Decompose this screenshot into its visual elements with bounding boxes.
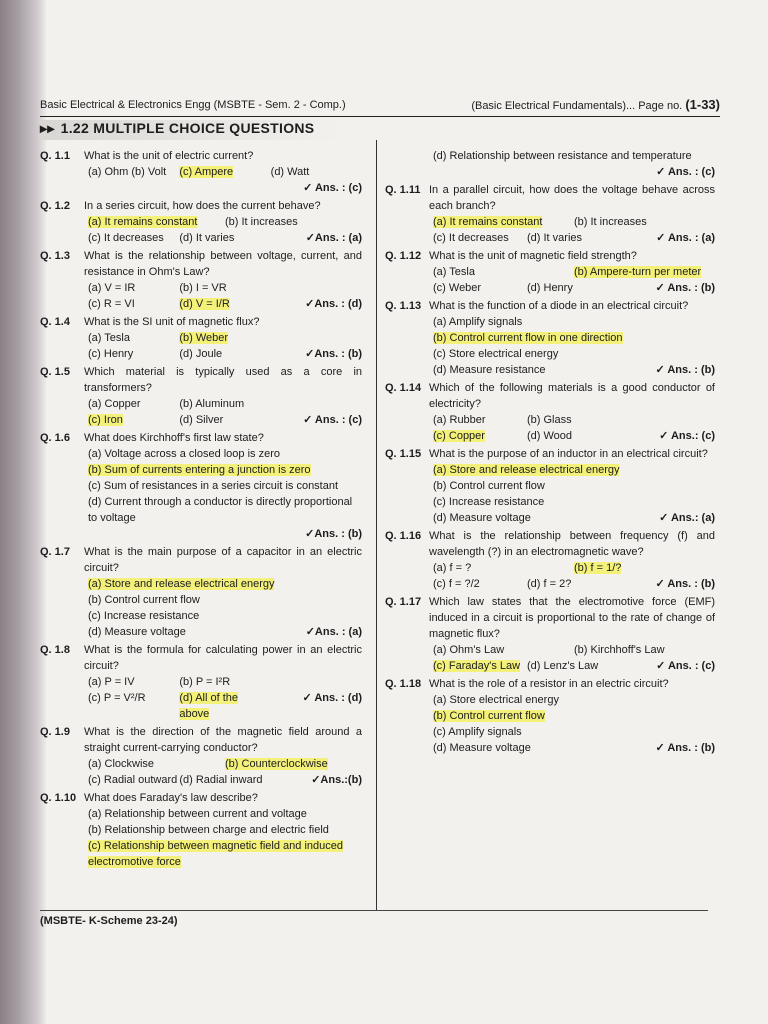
- option: (d) Silver: [179, 414, 224, 426]
- option-highlighted: (a) Store and release electrical energy: [88, 578, 275, 590]
- section-title: 1.22 MULTIPLE CHOICE QUESTIONS: [60, 120, 315, 136]
- option: (a) Tesla: [433, 266, 475, 278]
- option: (a) Relationship between current and voltage: [88, 808, 307, 820]
- option: (c) Sum of resistances in a series circuit is constant: [88, 480, 339, 492]
- question-text: What does Kirchhoff's first law state?: [84, 432, 264, 444]
- header-chapter: (Basic Electrical Fundamentals)... Page no.: [471, 100, 683, 112]
- option: (b) Control current flow: [433, 480, 545, 492]
- question-text: Which material is typically used as a core in transformers?: [84, 366, 362, 394]
- option-highlighted: (c) Faraday's Law: [433, 660, 521, 672]
- option: (d) Measure voltage: [433, 512, 531, 524]
- option: (b) It increases: [225, 216, 298, 228]
- option-highlighted: (b) Sum of currents entering a junction is zero: [88, 464, 311, 476]
- question-1-4: [40, 314, 362, 362]
- option-highlighted: (b) Control current flow in one direction: [433, 332, 623, 344]
- question-1-9: [40, 724, 362, 788]
- question-number: Q. 1.17: [385, 596, 422, 608]
- question-number: Q. 1.16: [385, 530, 422, 542]
- answer-key: ✓ Ans. : (c): [303, 182, 362, 194]
- answer-key: ✓Ans. : (b): [305, 528, 362, 540]
- question-text: What is the role of a resistor in an electric circuit?: [429, 678, 669, 690]
- option: (d) Measure voltage: [88, 626, 186, 638]
- question-number: Q. 1.4: [40, 316, 70, 328]
- option: (a) Amplify signals: [433, 316, 523, 328]
- option-highlighted: (a) Store and release electrical energy: [433, 464, 620, 476]
- option: (d) Measure resistance: [433, 364, 546, 376]
- option: (b) Kirchhoff's Law: [574, 644, 665, 656]
- question-text: What is the SI unit of magnetic flux?: [84, 316, 260, 328]
- option: (d) Relationship between resistance and temperature: [433, 150, 692, 162]
- answer-key: ✓ Ans.: (a): [659, 512, 715, 524]
- question-number: Q. 1.9: [40, 726, 70, 738]
- question-number: Q. 1.3: [40, 250, 70, 262]
- option-highlighted: (b) Counterclockwise: [225, 758, 328, 770]
- option: (d) Wood: [527, 430, 573, 442]
- answer-key: ✓Ans. : (a): [305, 626, 362, 638]
- question-text: What is the formula for calculating power in an electric circuit?: [84, 644, 362, 672]
- option: (b) Glass: [527, 414, 572, 426]
- option: (d) Lenz's Law: [527, 660, 599, 672]
- question-1-6: [40, 430, 362, 542]
- question-1-1: [40, 148, 362, 196]
- question-number: Q. 1.1: [40, 150, 70, 162]
- question-text: What is the main purpose of a capacitor in an electric circuit?: [84, 546, 362, 574]
- option: (b) Relationship between charge and electric field: [88, 824, 329, 836]
- answer-key: ✓ Ans. : (a): [656, 232, 715, 244]
- option: (a) Copper: [88, 398, 141, 410]
- option: (a) Store electrical energy: [433, 694, 559, 706]
- answer-key: ✓Ans.:(b): [311, 774, 362, 786]
- option: (d) Current through a conductor is directly proportional to voltage: [88, 496, 353, 524]
- question-1-8: [40, 642, 362, 722]
- question-1-18: [385, 676, 715, 756]
- option: (c) Radial outward: [88, 774, 178, 786]
- option: (c) Henry: [88, 348, 134, 360]
- option: (d) Measure voltage: [433, 742, 531, 754]
- question-1-15: [385, 446, 715, 526]
- header-page-number: (1-33): [685, 97, 720, 112]
- question-1-17: [385, 594, 715, 674]
- question-text: Which law states that the electromotive force (EMF) induced in a circuit is proportional to the rate of change of magnetic flux?: [429, 596, 715, 640]
- section-arrow-icon: ▸▸: [40, 120, 55, 136]
- answer-key: ✓ Ans.: (c): [659, 430, 715, 442]
- question-1-7: [40, 544, 362, 640]
- right-column: [385, 148, 715, 758]
- option-highlighted: (d) All of the above: [179, 692, 239, 720]
- answer-key: ✓ Ans. : (d): [302, 692, 362, 704]
- column-divider: [376, 140, 377, 910]
- option-highlighted: (b) Ampere-turn per meter: [574, 266, 702, 278]
- left-column: [40, 148, 362, 872]
- question-text: What is the direction of the magnetic field around a straight current-carrying conductor?: [84, 726, 362, 754]
- option: (c) It decreases: [88, 232, 164, 244]
- question-number: Q. 1.7: [40, 546, 70, 558]
- question-1-5: [40, 364, 362, 428]
- question-text: What is the purpose of an inductor in an electrical circuit?: [429, 448, 708, 460]
- answer-key: ✓ Ans. : (b): [655, 282, 715, 294]
- answer-key: ✓ Ans. : (b): [655, 742, 715, 754]
- option: (a) Clockwise: [88, 758, 155, 770]
- option: (d) Joule: [179, 348, 223, 360]
- question-1-14: [385, 380, 715, 444]
- question-number: Q. 1.11: [385, 184, 421, 196]
- section-heading: [40, 120, 340, 140]
- option: (c) Amplify signals: [433, 726, 522, 738]
- question-text: What is the relationship between voltage, current, and resistance in Ohm's Law?: [84, 250, 362, 278]
- option-highlighted: (d) V = I/R: [179, 298, 230, 310]
- question-number: Q. 1.12: [385, 250, 422, 262]
- question-number: Q. 1.6: [40, 432, 70, 444]
- question-1-3: [40, 248, 362, 312]
- answer-key: ✓Ans. : (d): [305, 298, 362, 310]
- option-highlighted: (c) Iron: [88, 414, 123, 426]
- option: (d) It varies: [179, 232, 235, 244]
- option-highlighted: (a) It remains constant: [433, 216, 543, 228]
- option: (c) It decreases: [433, 232, 509, 244]
- running-header: [40, 92, 720, 117]
- question-1-10: [40, 790, 362, 870]
- option: (b) I = VR: [179, 282, 227, 294]
- option: (d) Watt: [270, 166, 310, 178]
- question-text: What is the function of a diode in an electrical circuit?: [429, 300, 689, 312]
- option: (d) It varies: [527, 232, 583, 244]
- option: (c) Store electrical energy: [433, 348, 559, 360]
- question-1-11: [385, 182, 715, 246]
- option: (b) Aluminum: [179, 398, 245, 410]
- option: (c) Weber: [433, 282, 482, 294]
- option: (c) P = V²/R: [88, 692, 146, 704]
- header-page-ref: [471, 97, 720, 112]
- option: (d) Radial inward: [179, 774, 263, 786]
- option-highlighted: (b) Control current flow: [433, 710, 545, 722]
- option: (a) P = IV: [88, 676, 135, 688]
- option: (d) Henry: [527, 282, 573, 294]
- option: (a) Ohm (b) Volt: [88, 166, 167, 178]
- question-number: Q. 1.8: [40, 644, 70, 656]
- option: (a) Rubber: [433, 414, 486, 426]
- option-highlighted: (b) f = 1/?: [574, 562, 622, 574]
- page-footer: (MSBTE- K-Scheme 23-24): [40, 910, 708, 927]
- option-highlighted: (a) It remains constant: [88, 216, 198, 228]
- question-number: Q. 1.13: [385, 300, 422, 312]
- option-highlighted: (c) Ampere: [179, 166, 234, 178]
- option: (a) f = ?: [433, 562, 472, 574]
- option: (c) Increase resistance: [433, 496, 545, 508]
- question-number: Q. 1.18: [385, 678, 422, 690]
- answer-key: ✓ Ans. : (c): [303, 414, 362, 426]
- answer-key: ✓Ans. : (b): [305, 348, 362, 360]
- question-1-2: [40, 198, 362, 246]
- option-highlighted: (b) Weber: [179, 332, 229, 344]
- option: (b) It increases: [574, 216, 647, 228]
- option-highlighted: (c) Copper: [433, 430, 485, 442]
- answer-key: ✓ Ans. : (b): [655, 578, 715, 590]
- option: (a) Voltage across a closed loop is zero: [88, 448, 280, 460]
- question-number: Q. 1.15: [385, 448, 422, 460]
- option: (a) V = IR: [88, 282, 136, 294]
- option-highlighted: (c) Relationship between magnetic field and induced electromotive force: [88, 840, 343, 868]
- question-number: Q. 1.10: [40, 792, 77, 804]
- option: (b) P = I²R: [179, 676, 231, 688]
- question-text: In a series circuit, how does the current behave?: [84, 200, 321, 212]
- question-1-13: [385, 298, 715, 378]
- question-number: Q. 1.2: [40, 200, 70, 212]
- question-number: Q. 1.14: [385, 382, 422, 394]
- question-text: What is the unit of electric current?: [84, 150, 254, 162]
- question-text: Which of the following materials is a good conductor of electricity?: [429, 382, 715, 410]
- option: (a) Tesla: [88, 332, 130, 344]
- answer-key: ✓ Ans. : (b): [655, 364, 715, 376]
- question-1-16: [385, 528, 715, 592]
- question-text: What is the unit of magnetic field strength?: [429, 250, 637, 262]
- question-text: In a parallel circuit, how does the voltage behave across each branch?: [429, 184, 715, 212]
- option: (c) Increase resistance: [88, 610, 200, 622]
- option: (b) Control current flow: [88, 594, 200, 606]
- answer-key: ✓ Ans. : (c): [656, 166, 715, 178]
- question-1-10-continued: [385, 148, 715, 180]
- question-1-12: [385, 248, 715, 296]
- textbook-page: [40, 40, 730, 1000]
- question-number: Q. 1.5: [40, 366, 70, 378]
- option: (a) Ohm's Law: [433, 644, 505, 656]
- option: (c) f = ?/2: [433, 578, 480, 590]
- question-text: What does Faraday's law describe?: [84, 792, 258, 804]
- question-text: What is the relationship between frequency (f) and wavelength (?) in an electromagnetic wave?: [429, 530, 715, 558]
- option: (c) R = VI: [88, 298, 135, 310]
- option: (d) f = 2?: [527, 578, 572, 590]
- header-book-title: Basic Electrical & Electronics Engg (MSBTE - Sem. 2 - Comp.): [40, 99, 346, 111]
- answer-key: ✓ Ans. : (c): [656, 660, 715, 672]
- answer-key: ✓Ans. : (a): [305, 232, 362, 244]
